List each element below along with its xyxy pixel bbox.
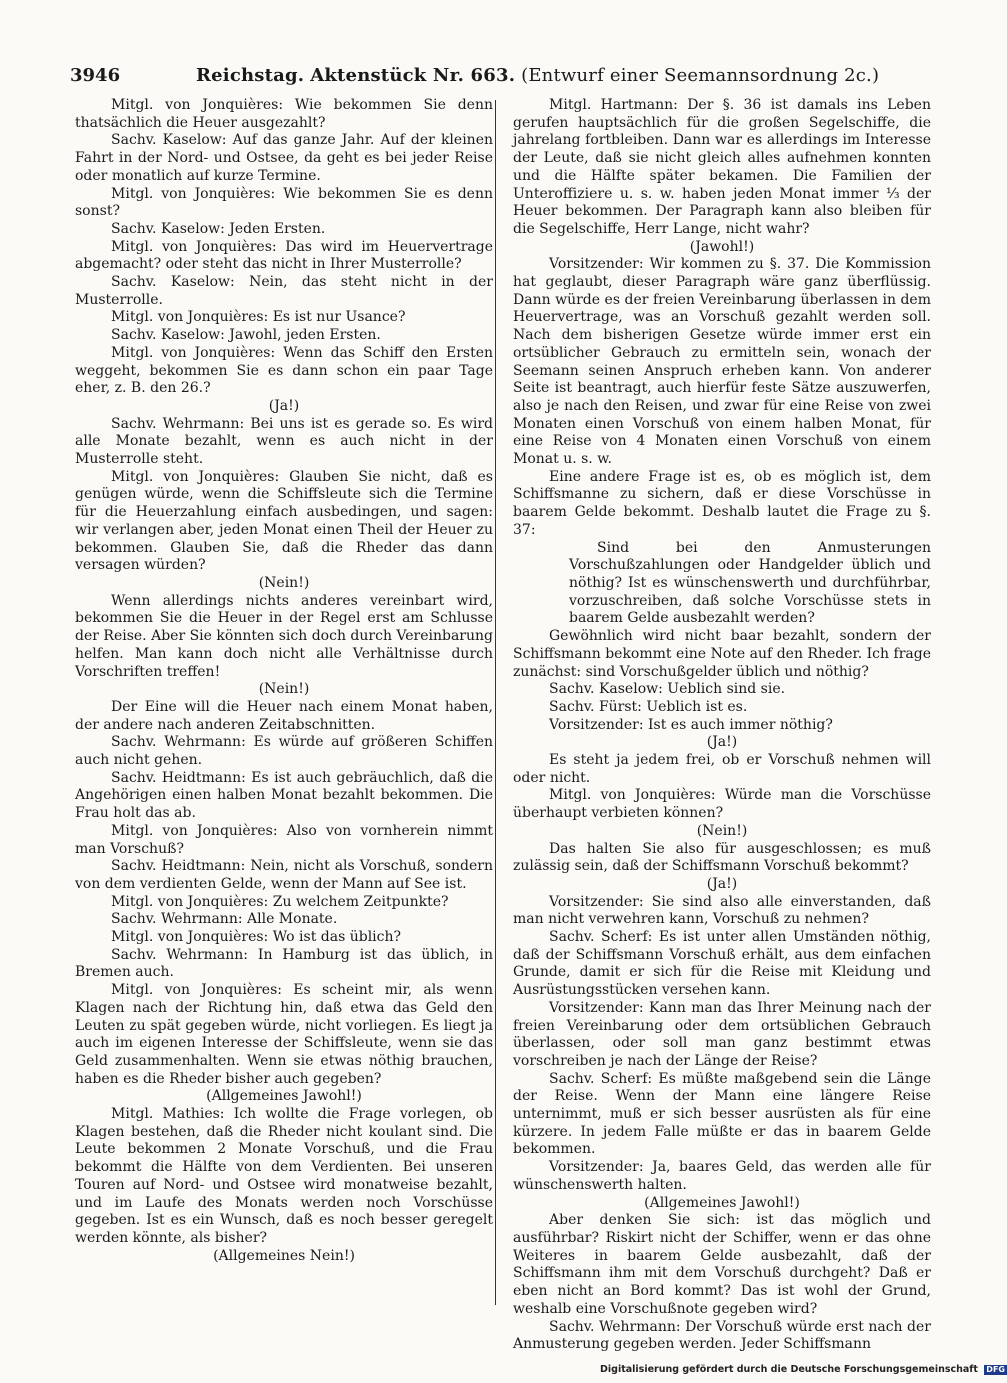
paragraph: Mitgl. von Jonquières: Es scheint mir, als wenn Klagen nach der Richtung hin, daß etwa das Geld den Leuten zu spät gegeben würde, nicht vorliegen. Es liegt ja auch im eigenen Interesse der Schiffsleute, wenn sie das Geld zusammenhalten. Wenn sie etwas nöthig brauchen, haben es die Rheder bisher auch gegeben?: [75, 982, 493, 1087]
page-header: [70, 56, 940, 96]
paragraph: Gewöhnlich wird nicht baar bezahlt, sondern der Schiffsmann bekommt eine Note auf den Rheder. Ich frage zunächst: sind Vorschußgelder üblich und nöthig?: [513, 628, 931, 680]
paragraph: Mitgl. von Jonquières: Es ist nur Usance?: [111, 309, 406, 326]
paragraph: Mitgl. von Jonquières: Wie bekommen Sie es denn sonst?: [75, 185, 493, 220]
paragraph: Vorsitzender: Ist es auch immer nöthig?: [549, 716, 833, 733]
paragraph: Vorsitzender: Kann man das Ihrer Meinung nach der freien Vereinbarung oder dem ortsüblichen Gebrauch überlassen, oder soll man ganz bestimmt etwas vorschreiben je nach der Länge der Reise?: [513, 999, 931, 1069]
dfg-logo: DFG: [986, 1365, 1005, 1374]
paragraph: Mitgl. von Jonquières: Zu welchem Zeitpunkte?: [111, 893, 449, 910]
interjection: (Ja!): [706, 734, 738, 751]
paragraph: Sachv. Scherf: Es müßte maßgebend sein die Länge der Reise. Wenn der Mann eine längere Reise unternimmt, muß er sich besser ausrüsten als für eine kürzere. In jedem Falle müßte er das in baarem Gelde bekommen.: [513, 1070, 931, 1158]
paragraph: Sachv. Heidtmann: Es ist auch gebräuchlich, daß die Angehörigen einen halben Monat bezahlt bekommen. Die Frau holt das ab.: [75, 769, 493, 822]
paragraph: Mitgl. von Jonquières: Glauben Sie nicht, daß es genügen würde, wenn die Schiffsleute sich die Termine für die Heuerzahlung einfach ausbedingen, und sagen: wir verlangen aber, jeden Monat einen Theil der Heuer zu bekommen. Glauben Sie, daß die Rheder das dann versagen würden?: [75, 468, 493, 574]
column-divider: [495, 100, 496, 1305]
interjection: (Ja!): [706, 875, 738, 892]
interjection: (Ja!): [268, 397, 300, 414]
paragraph: Mitgl. von Jonquières: Wo ist das üblich?: [111, 929, 402, 946]
paragraph: Es steht ja jedem frei, ob er Vorschuß nehmen will oder nicht.: [513, 752, 931, 786]
paragraph: Mitgl. von Jonquières: Das wird im Heuervertrage abgemacht? oder steht das nicht in Ihrer Musterrolle?: [75, 238, 493, 273]
paragraph: Sachv. Kaselow: Auf das ganze Jahr. Auf der kleinen Fahrt in der Nord- und Ostsee, da geht es bei jeder Reise oder monatlich auf kurze Termine.: [75, 132, 493, 184]
paragraph: Sachv. Wehrmann: Der Vorschuß würde erst nach der Anmusterung gegeben werden. Jeder Schiffsmann: [513, 1318, 931, 1353]
footer-credit: [600, 1364, 1005, 1375]
paragraph: Mitgl. von Jonquières: Wenn das Schiff den Ersten weggeht, bekommen Sie es dann schon ein paar Tage eher, z. B. den 26.?: [75, 344, 493, 397]
paragraph: Sachv. Wehrmann: In Hamburg ist das üblich, in Bremen auch.: [75, 946, 493, 981]
paragraph: Sachv. Heidtmann: Nein, nicht als Vorschuß, sondern von dem verdienten Gelde, wenn der Mann auf See ist.: [75, 858, 493, 892]
running-title-part-b: Aktenstück Nr. 663.: [310, 65, 516, 86]
paragraph: Sachv. Wehrmann: Alle Monate.: [111, 911, 338, 928]
paragraph: Der Eine will die Heuer nach einem Monat haben, der andere nach anderen Zeitabschnitten.: [75, 698, 493, 733]
paragraph: Sachv. Kaselow: Jawohl, jeden Ersten.: [111, 327, 381, 344]
paragraph: Sachv. Kaselow: Nein, das steht nicht in der Musterrolle.: [75, 274, 493, 308]
quoted-question: Sind bei den Anmusterungen Vorschußzahlungen oder Handgelder üblich und nöthig? Ist es wünschenswerth und durchführbar, vorzuschreiben, daß solche Vorschüsse stets in baarem Gelde ausbezahlt werden?: [569, 539, 931, 627]
interjection: (Allgemeines Nein!): [213, 1247, 355, 1264]
page-number: 3946: [70, 65, 121, 86]
interjection: (Nein!): [696, 822, 748, 839]
paragraph: Vorsitzender: Wir kommen zu §. 37. Die Kommission hat geglaubt, dieser Paragraph wäre ganz überflüssig. Dann würde es der freien Vereinbarung überlassen in dem Heuervertrage, was an Vorschuß gezahlt werden soll. Nach dem bisherigen Gesetze würde immer erst ein ortsüblicher Gebrauch zu ermitteln sein, wonach der Seemann seinen Anspruch erheben kann. Von anderer Seite ist beantragt, auch hierfür feste Sätze auszuwerfen, also je nach den Reisen, und zwar für eine Reise von zwei Monaten einen Vorschuß von einem halben Monat, für eine Reise von 4 Monaten einen Vorschuß von einem Monat u. s. w.: [513, 256, 931, 468]
running-title: [196, 56, 879, 96]
running-title-part-a: Reichstag.: [196, 65, 305, 86]
paragraph: Sachv. Kaselow: Jeden Ersten.: [111, 220, 326, 237]
paragraph: Sachv. Fürst: Ueblich ist es.: [549, 698, 748, 715]
paragraph: Wenn allerdings nichts anderes vereinbart wird, bekommen Sie die Heuer in der Regel erst am Schlusse der Reise. Aber Sie könnten sich doch durch Vereinbarung helfen. Man kann doch nicht alle Verhältnisse durch Vorschriften treffen!: [75, 592, 493, 680]
paragraph: Mitgl. von Jonquières: Wie bekommen Sie denn thatsächlich die Heuer ausgezahlt?: [75, 97, 493, 131]
interjection: (Allgemeines Jawohl!): [644, 1194, 800, 1211]
paragraph: Das halten Sie also für ausgeschlossen; es muß zulässig sein, daß der Schiffsmann Vorschuß bekommt?: [513, 840, 931, 875]
right-text-column: [513, 97, 931, 1354]
interjection: (Nein!): [258, 681, 310, 698]
paragraph: Sachv. Kaselow: Ueblich sind sie.: [549, 681, 786, 698]
paragraph: Aber denken Sie sich: ist das möglich und ausführbar? Riskirt nicht der Schiffer, wenn er das ohne Weiteres in baarem Gelde ausbezahlt, daß der Schiffsmann ihm mit dem Vorschuß durchgeht? Daß er eben nicht an Bord kommt? Das ist wohl der Grund, weshalb eine Vorschußnote gegeben wird?: [513, 1212, 931, 1317]
interjection: (Nein!): [258, 574, 310, 591]
running-title-part-c: (Entwurf einer Seemannsordnung 2c.): [521, 65, 880, 86]
paragraph: Sachv. Scherf: Es ist unter allen Umständen nöthig, daß der Schiffsmann Vorschuß erhält, aus dem einfachen Grunde, damit er sich für die Reise mit Kleidung und Ausrüstungsstücken versehen kann.: [513, 929, 931, 999]
paragraph: Mitgl. Hartmann: Der §. 36 ist damals ins Leben gerufen hauptsächlich für die großen Segelschiffe, die jahrelang fortbleiben. Dann war es allerdings im Interesse der Leute, daß sie nicht gleich alles aufnehmen konnten und die Hälfte später bekamen. Die Familien der Unteroffiziere u. s. w. haben jeden Monat immer ⅓ der Heuer bekommen. Der Paragraph kann also bleiben für die Segelschiffe, Herr Lange, nicht wahr?: [513, 97, 931, 237]
interjection: (Jawohl!): [689, 238, 755, 255]
paragraph: Mitgl. von Jonquières: Also von vornherein nimmt man Vorschuß?: [75, 822, 493, 857]
paragraph: Eine andere Frage ist es, ob es möglich ist, dem Schiffsmanne zu sichern, daß er diese Vorschüsse in baarem Gelde bekommt. Deshalb lautet die Frage zu §. 37:: [513, 468, 931, 538]
left-text-column: [75, 97, 493, 1265]
interjection: (Allgemeines Jawohl!): [206, 1088, 362, 1105]
footer-text: Digitalisierung gefördert durch die Deutsche Forschungsgemeinschaft: [600, 1364, 978, 1375]
paragraph: Mitgl. von Jonquières: Würde man die Vorschüsse überhaupt verbieten können?: [513, 787, 931, 822]
paragraph: Vorsitzender: Ja, baares Geld, das werden alle für wünschenswerth halten.: [513, 1159, 931, 1193]
paragraph: Vorsitzender: Sie sind also alle einverstanden, daß man nicht verwehren kann, Vorschuß zu nehmen?: [513, 893, 931, 928]
paragraph: Sachv. Wehrmann: Es würde auf größeren Schiffen auch nicht gehen.: [75, 734, 493, 769]
paragraph: Mitgl. Mathies: Ich wollte die Frage vorlegen, ob Klagen bestehen, daß die Rheder nicht koulant sind. Die Leute bekommen 2 Monate Vorschuß, und die Frau bekommt die Hälfte von dem Verdienten. Bei unseren Touren auf Nord- und Ostsee wird monatweise bezahlt, und im Laufe des Monats werden noch Vorschüsse gegeben. Ist es ein Wunsch, daß es noch besser geregelt werden könnte, als bisher?: [75, 1106, 493, 1246]
paragraph: Sachv. Wehrmann: Bei uns ist es gerade so. Es wird alle Monate bezahlt, wenn es auch nicht in der Musterrolle steht.: [75, 415, 493, 468]
